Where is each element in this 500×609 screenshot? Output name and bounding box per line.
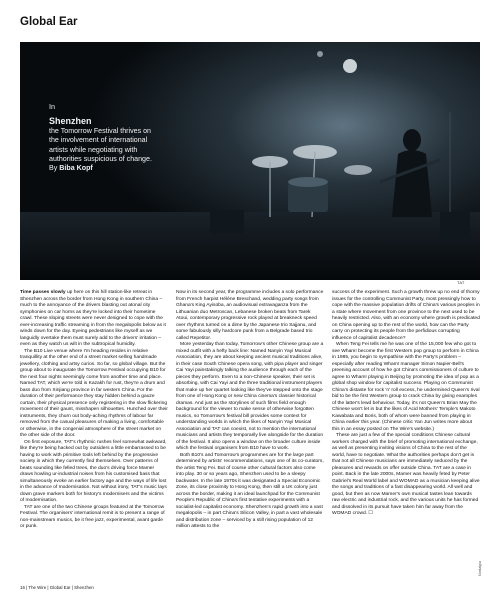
author-name: Biba Kopf [59,164,93,173]
byline [49,164,159,173]
paragraph: On first exposure, TAT's rhythmic rushes feel somewhat awkward, like they're being hacked out by outsiders a little embarrassed to be having to work with primitive tools left behind by the progressive society in which they currently find themselves. Over patterns of beats sounding like felled trees, the duo's driving force Mamer draws howling ur-industrial noises from his customised bass that simultaneously evoke an earlier factory age and the ways of life lost in the advance of modernisation. Not without irony, TAT's music lays down grave markers both for history's modernisers and the victims of modernisation. [20,439,167,503]
byline-by: By [49,164,58,173]
page-footer: 16 | The Wire | Global Ear | Shenzhen [20,585,94,590]
intro-place: Shenzhen [49,116,92,126]
paragraph: TAT are one of the two Chinese groups featured at the Tomorrow Festival. The organisers' international remit is to present a range of non-mainstream musics, be it free jazz, experimental, avant garde or punk. [20,504,165,529]
paragraph: Now in its second year, the programme includes a solo performance from French harpist Hélène Breschand, wedding party songs from Ghana's King Ayisoba, an audiovisual extravaganza from the Lithuanian duo Metroscan, Lebanese broken beats from Tarek Atoui, contemporary progressive rock played at breakneck speed over rhythms turned on a dime by the Japanese trio Sajjanu, and some fabulously silly hardcore punk from a Belgrade based trio called Repetitor. [176,290,324,341]
intro-in: In [49,102,55,111]
body-column-2 [176,290,324,531]
section-title: Global Ear [20,16,78,28]
body-column-3 [332,290,480,518]
paragraph: Both B10's and Tomorrow's programmes are for the large part determined by artists' recommendations, says one of its co-curators, the artist Teng Fei. But of course other cultural factors also come into play. 30 or so years ago, Shenzhen used to be a sleepy backwater. In the late 1970s it was designated a Special Economic Zone, its close proximity to Hong Kong, then still a UK colony just across the border, making it an ideal launchpad for the Communist People's Republic of China's first tentative experiments with a socialist-led capitalist economy. Shenzhen's rapid growth into a vast megalopolis – in part China's Silicon Valley, in part a vast wholesale and distribution zone – serviced by a still rising population of 12 million attests to the [176,452,324,529]
hero-photo [20,42,480,280]
lead-in: Time passes slowly [20,290,66,295]
paragraph [20,290,168,349]
side-credit: Nostalgia [478,561,482,576]
paragraph: When Teng Fei tells me he was one of the 15,000 few who got to see Wham! become the first Western pop group to perform in China in 1985, you begin to sympathise with the Party's problem – especially after reading Wham! manager Simon Napier-Bell's preening account of how he got China's commissioners of culture to agree to Wham! playing in Beijing by promoting the idea of pop as a global shop window for capitalist success. Playing on Communist China's distaste for rock 'n' roll excess, he undermined Queen's rival bid to be the first Western group to crack China by giving examples of the latter's lewd behaviour. Today, it's not Queen's Brian May the Chinese won't let in but the likes of Acid Mothers' Temple's Makoto Kawabata and Boris, both of whom were banned from playing in China earlier this year. (Chinese critic Yan Jun writes more about this in an essay posted on The Wire's website.) [332,342,480,432]
intro-dek: the Tomorrow Festival thrives on the involvement of international artists while negotiating with authorities suspicious of change. [49,127,152,163]
intro-block [49,102,159,173]
paragraph: The B10 Live venue where I'm heading resides in relative tranquillity at the other end of a street market selling handmade jewellery, clothing and artsy curios. So far, so global village. But the group about to inaugurate the Tomorrow Festival occupying B10 for the next four nights seemingly come from another time and place. Named TAT, which we're told is Kazakh for rust, they're a drum and bass duo from Xinjiang province in far western China. For the duration of their performance they stay hidden behind a gauze curtain, their physical presence only registering in the slow flickering movement of their gaunt, misshapen silhouettes. Hunched over their instruments, they churn out body-aching rhythms of labour far removed from the casual pleasures of making a living, comfortable or otherwise, in the congenial atmosphere of the street market on the other side of the door. [20,348,168,438]
body-column-1 [20,290,168,531]
paragraph: success of the experiment. Such a growth threw up no end of thorny issues for the controlling Communist Party, most pressingly how to cope with the massive population drifts of China's various peoples in a state where movement from one province to the next used to be heavily restricted. Also, with an economy where growth is predicated on China opening up to the rest of the world, how can the Party carry on protecting its people from the perfidious corrupting influence of capitalist decadence? [332,290,480,341]
paragraph: More yesterday than today, Tomorrow's other Chinese group are a mixed outfit with a hefty back line: Named Nanyin Yayi Musical Association, they are about keeping ancient musical traditions alive, in their case South Chinese opera song, with pipa player and singer Cai Yayi painstakingly talking the audience through each of the pieces they perform. Even to a non-Chinese speaker, their set is absorbing, with Cai Yayi and the three traditional instrument players that make up her quartet looking like they've stepped onto the stage from one of Hong Kong or new China cinema's classier historical dramas. And just as the storylines of such films field enough background for the viewer to make sense of otherwise forgotten musics, so Tomorrow's festival bill provides some context for understanding worlds in which the likes of Nanyin Yayi Musical Association and TAT can coexist, not to mention the international musicians and artists they temporarily live alongside for the duration of the festival. It also opens a window on the broader culture inside which the festival organisers from B10 have to work. [176,342,324,451]
paragraph-text: up here on this hill station-like retreat in Shenzhen across the border from Hong Kong in southern China – much to the annoyance of the drivers blasting out atonal city symphonies on car horns as they're locked into their hometime crawl. These sloping streets were never designed to cope with the ever-increasing traffic streaming in from the megalopolis below as it winds down for the day. Eyeing pedestrians like myself as we languidly overtake them must surely add to the drivers' irritation – even as they watch us wilt in the subtropical humidity. [20,290,166,347]
photo-credit: TAT [457,280,465,285]
paragraph: These are just a few of the special conditions Chinese cultural workers charged with the brief of promoting international exchange, as well as presenting inviting visions of China to the rest of the world, have to negotiate. What the authorities perhaps don't get is that not all Chinese musicians are immediately seduced by the pleasures and rewards on offer outside China. TAT are a case in point. Back in the late 2000s, Mamer was heavily feted by Peter Gabriel's Real World label and WOMAD as a musician keeping alive the songs and traditions of a fast disappearing world. All well and good, but then as now Mamer's own musical tastes lean towards raw electric and industrial rock, and the various units he has formed and dissolved in its pursuit have taken him far away from the WOMAD crowd. ☐ [332,433,480,516]
